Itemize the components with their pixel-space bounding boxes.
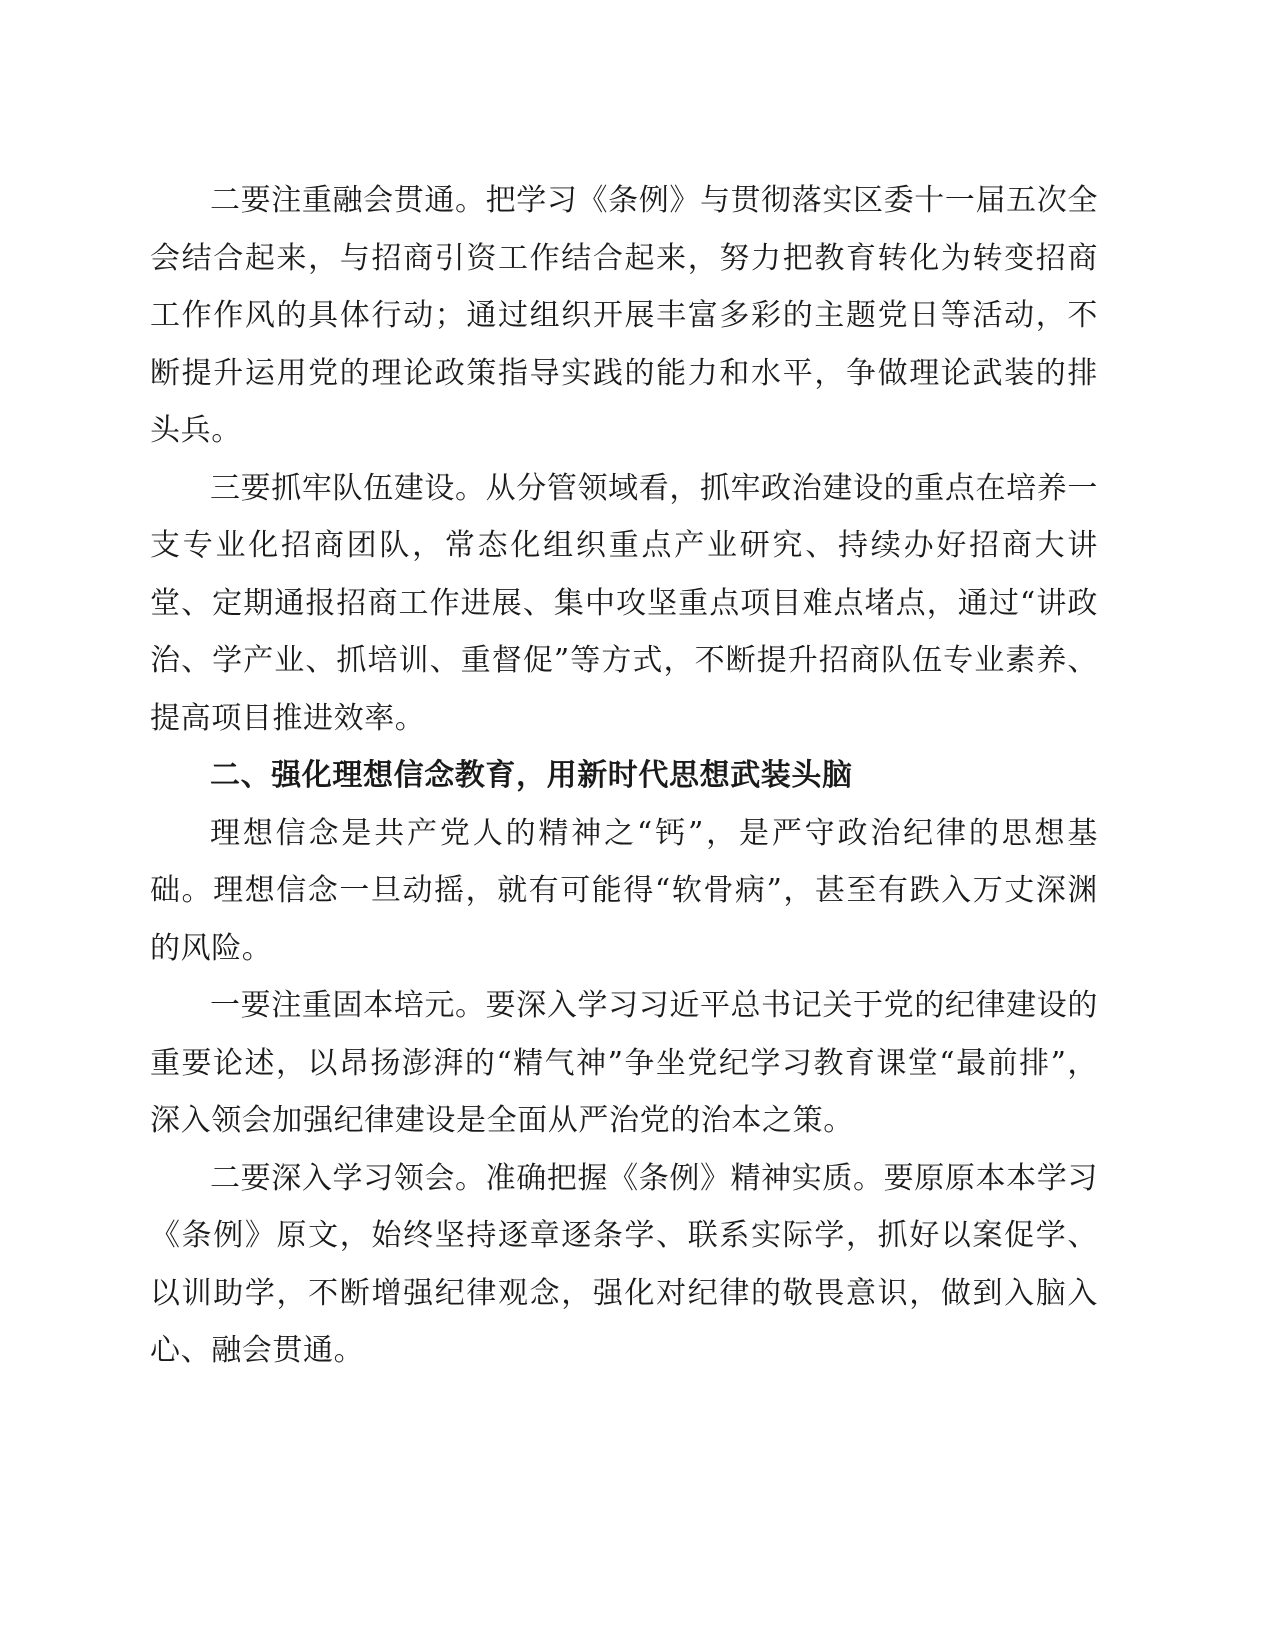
paragraph-study: 二要深入学习领会。准确把握《条例》精神实质。要原原本本学习《条例》原文，始终坚持逐章逐条学、联系实际学，抓好以案促学、以训助学，不断增强纪律观念，强化对纪律的敬畏意识，做到入脑入心、融会贯通。 — [150, 1160, 1098, 1368]
paragraph-ideals: 理想信念是共产党人的精神之“钙”，是严守政治纪律的思想基础。理想信念一旦动摇，就有可能得“软骨病”，甚至有跌入万丈深渊的风险。 — [150, 815, 1098, 966]
document-page — [150, 172, 1098, 1380]
paragraph-integration: 二要注重融会贯通。把学习《条例》与贯彻落实区委十一届五次全会结合起来，与招商引资工作结合起来，努力把教育转化为转变招商工作作风的具体行动；通过组织开展丰富多彩的主题党日等活动，不断提升运用党的理论政策指导实践的能力和水平，争做理论武装的排头兵。 — [150, 183, 1098, 448]
paragraph-team-building: 三要抓牢队伍建设。从分管领域看，抓牢政治建设的重点在培养一支专业化招商团队，常态化组织重点产业研究、持续办好招商大讲堂、定期通报招商工作进展、集中攻坚重点项目难点堵点，通过“讲政治、学产业、抓培训、重督促”等方式，不断提升招商队伍专业素养、提高项目推进效率。 — [150, 470, 1098, 736]
section-heading: 二、强化理想信念教育，用新时代思想武装头脑 — [210, 758, 853, 793]
paragraph-foundation: 一要注重固本培元。要深入学习习近平总书记关于党的纪律建设的重要论述，以昂扬澎湃的“精气神”争坐党纪学习教育课堂“最前排”，深入领会加强纪律建设是全面从严治党的治本之策。 — [150, 988, 1098, 1138]
